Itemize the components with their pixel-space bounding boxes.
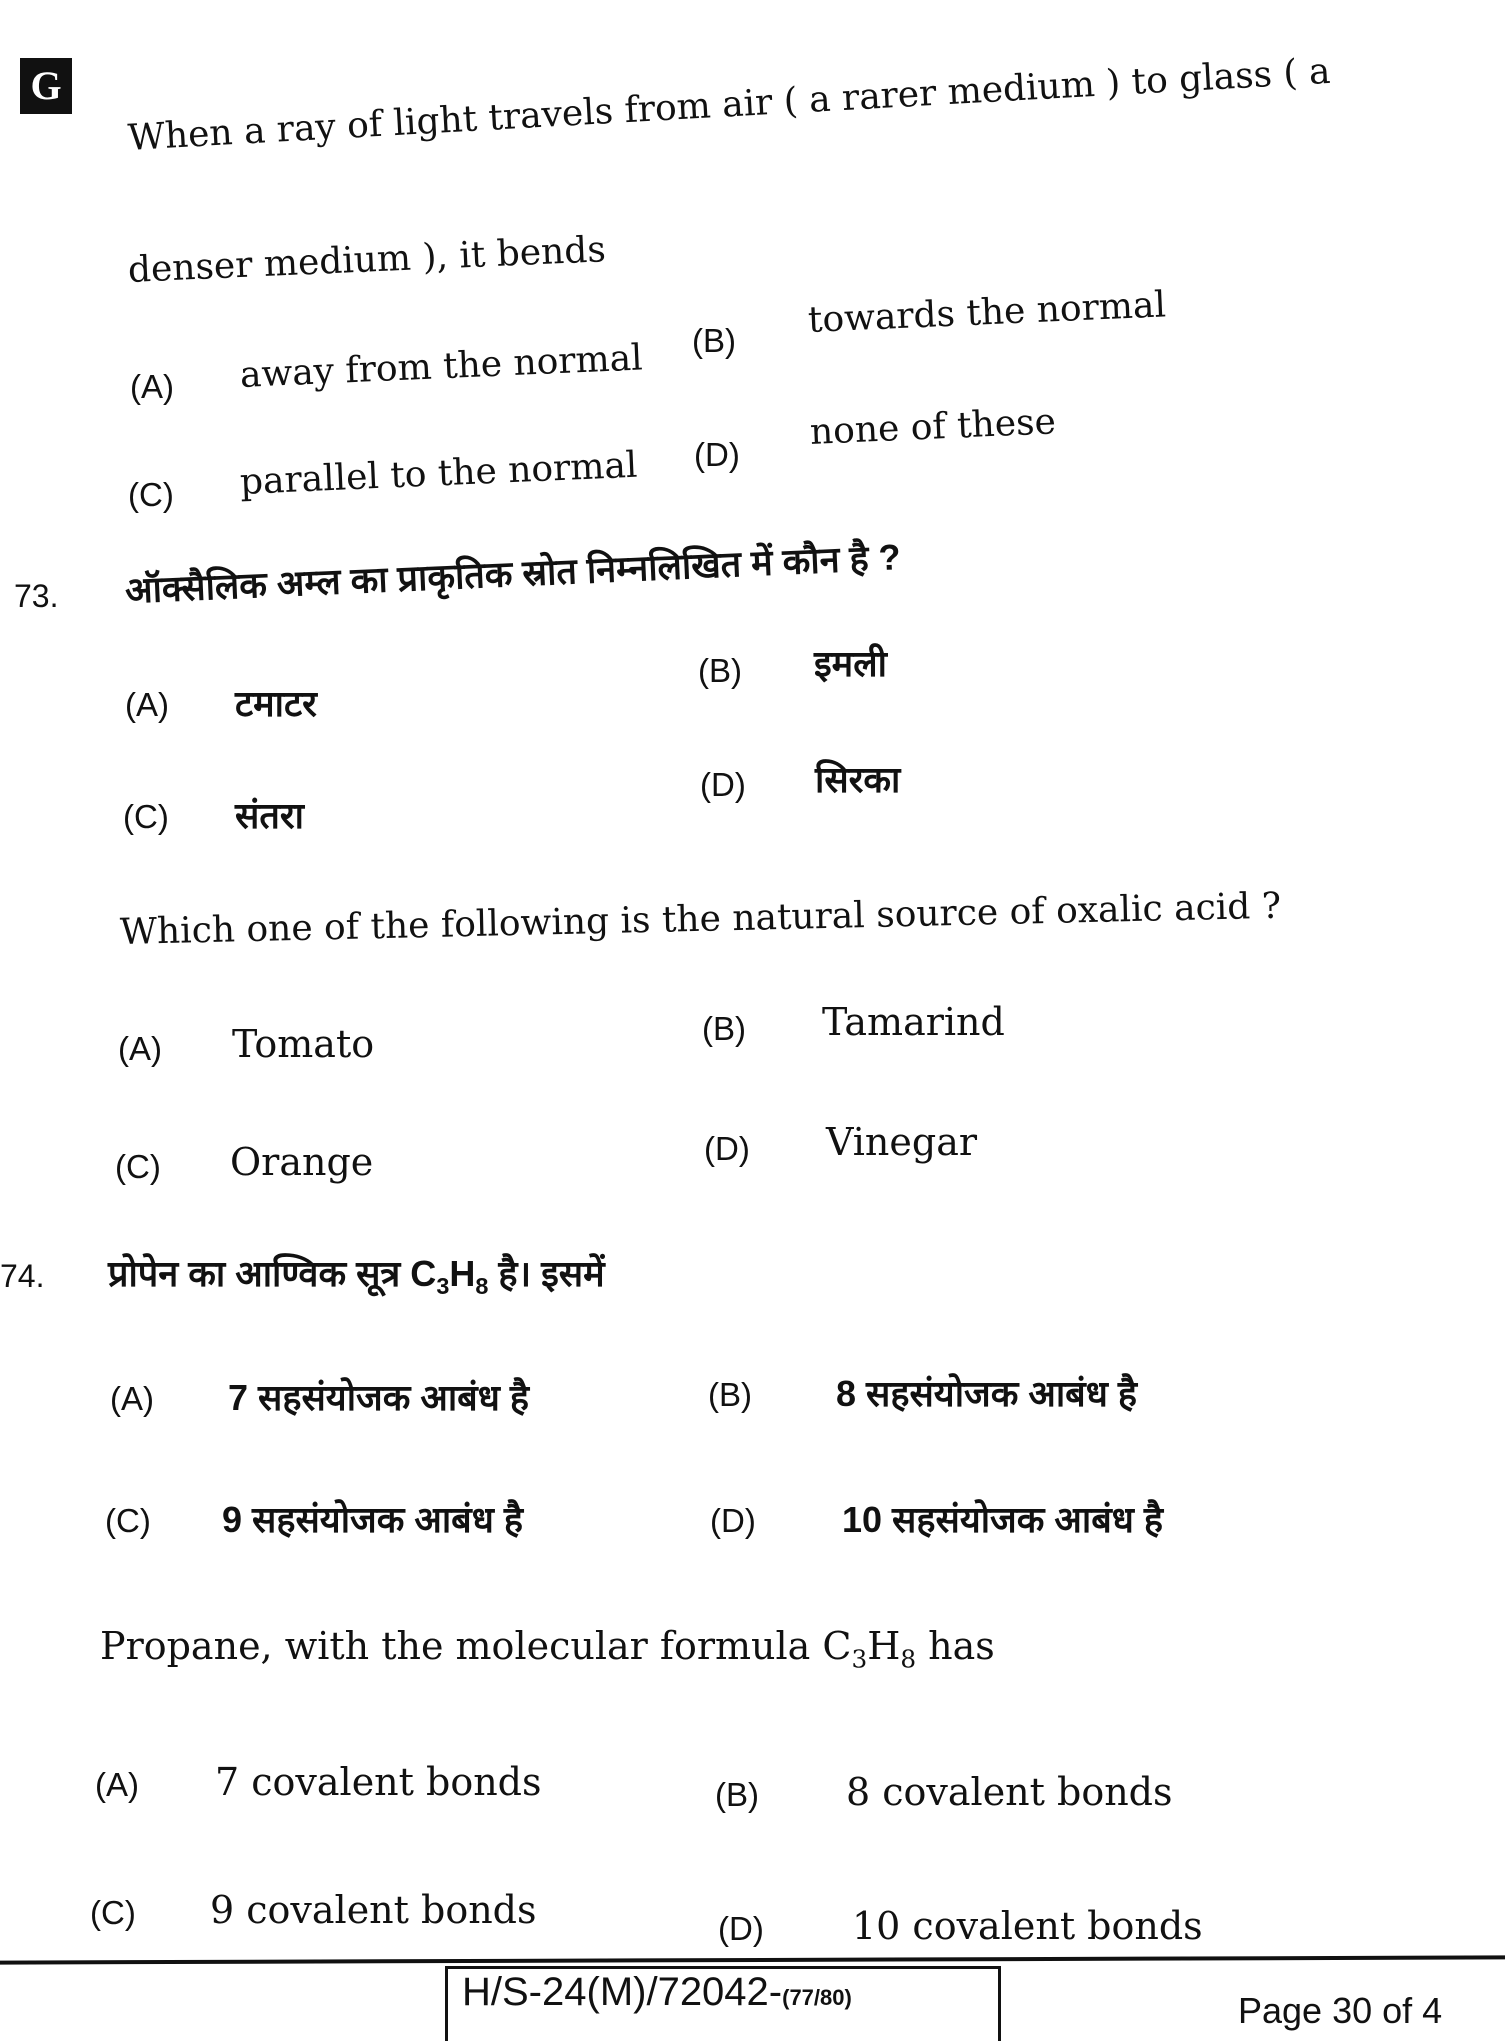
q74-stem-english-post: has — [916, 1624, 995, 1668]
q74-stem-hindi — [108, 1248, 605, 1300]
q73-en-option-a-text: Tomato — [232, 1022, 375, 1066]
q73-en-option-c-label: (C) — [115, 1148, 161, 1185]
q74-stem-hindi-post: है। इसमें — [488, 1253, 605, 1294]
q74-hi-option-c-label: (C) — [105, 1502, 151, 1539]
q73-en-option-c-text: Orange — [230, 1140, 374, 1184]
q74-hi-option-a-text: 7 सहसंयोजक आबंध है — [228, 1377, 529, 1418]
hydrogen-symbol: H — [867, 1624, 901, 1668]
q74-hi-option-c-text: 9 सहसंयोजक आबंध है — [222, 1499, 523, 1540]
q72-option-c-label: (C) — [128, 476, 174, 513]
paper-code-suffix: (77/80) — [782, 1985, 852, 2010]
q74-hi-option-b-label: (B) — [708, 1376, 752, 1413]
q73-hi-option-d-text: सिरका — [815, 759, 901, 800]
q74-en-option-c-label: (C) — [90, 1894, 136, 1931]
q72-option-a-label: (A) — [130, 368, 174, 405]
q73-hi-option-c-text: संतरा — [235, 795, 304, 836]
q73-en-option-d-label: (D) — [704, 1130, 750, 1167]
q73-hi-option-b-label: (B) — [698, 652, 742, 689]
q74-en-option-c-text: 9 covalent bonds — [210, 1888, 537, 1932]
subscript-8: 8 — [900, 1644, 917, 1674]
q73-hi-option-a-text: टमाटर — [235, 683, 317, 724]
subscript-3: 3 — [436, 1273, 450, 1300]
q74-hi-option-a-label: (A) — [110, 1380, 154, 1417]
q74-en-option-b-text: 8 covalent bonds — [846, 1770, 1173, 1814]
q73-en-option-b-text: Tamarind — [822, 1000, 1005, 1044]
q72-stem-line2: denser medium ), it bends — [127, 229, 607, 291]
paper-code-main: H/S-24(M)/72042- — [462, 1970, 783, 2014]
q74-en-option-d-text: 10 covalent bonds — [852, 1904, 1203, 1948]
q72-option-d-text: none of these — [809, 401, 1057, 453]
subscript-3: 3 — [851, 1644, 868, 1674]
q73-hi-option-a-label: (A) — [125, 686, 169, 723]
q74-hi-option-b-text: 8 सहसंयोजक आबंध है — [836, 1373, 1137, 1414]
q73-stem-english: Which one of the following is the natural source of oxalic acid ? — [119, 885, 1282, 953]
q73-hi-option-b-text: इमली — [814, 643, 887, 684]
q72-stem-line1: When a ray of light travels from air ( a rarer medium ) to glass ( a — [126, 50, 1332, 159]
q73-hi-option-c-label: (C) — [123, 798, 169, 835]
q74-number: 74. — [0, 1258, 45, 1294]
q73-en-option-d-text: Vinegar — [826, 1120, 978, 1164]
q72-option-c-text: parallel to the normal — [239, 444, 639, 503]
q73-hi-option-d-label: (D) — [700, 766, 746, 803]
footer-divider — [0, 1955, 1505, 1964]
q74-hi-option-d-label: (D) — [710, 1502, 756, 1539]
q74-hi-option-d-text: 10 सहसंयोजक आबंध है — [842, 1499, 1164, 1540]
paper-set-badge: G — [20, 58, 72, 114]
q74-stem-english-pre: Propane, with the molecular formula C — [100, 1624, 852, 1668]
hydrogen-symbol: H — [449, 1253, 476, 1294]
q72-option-d-label: (D) — [694, 436, 740, 473]
subscript-8: 8 — [475, 1273, 489, 1300]
q73-en-option-b-label: (B) — [702, 1010, 746, 1047]
q74-stem-english — [100, 1624, 995, 1674]
q74-en-option-d-label: (D) — [718, 1910, 764, 1947]
page-number: Page 30 of 4 — [1238, 1990, 1443, 2031]
q72-option-b-text: towards the normal — [807, 284, 1167, 341]
paper-code — [462, 1970, 852, 2015]
q72-option-a-text: away from the normal — [239, 337, 644, 396]
q73-stem-hindi: ऑक्सैलिक अम्ल का प्राकृतिक स्रोत निम्नलिखित में कौन है ? — [124, 536, 902, 611]
q72-option-b-label: (B) — [692, 322, 736, 359]
q74-en-option-a-text: 7 covalent bonds — [215, 1760, 542, 1804]
q74-stem-hindi-pre: प्रोपेन का आण्विक सूत्र C — [108, 1253, 437, 1294]
q74-en-option-b-label: (B) — [715, 1776, 759, 1813]
q74-en-option-a-label: (A) — [95, 1766, 139, 1803]
q73-en-option-a-label: (A) — [118, 1030, 162, 1067]
q73-number: 73. — [14, 578, 59, 614]
